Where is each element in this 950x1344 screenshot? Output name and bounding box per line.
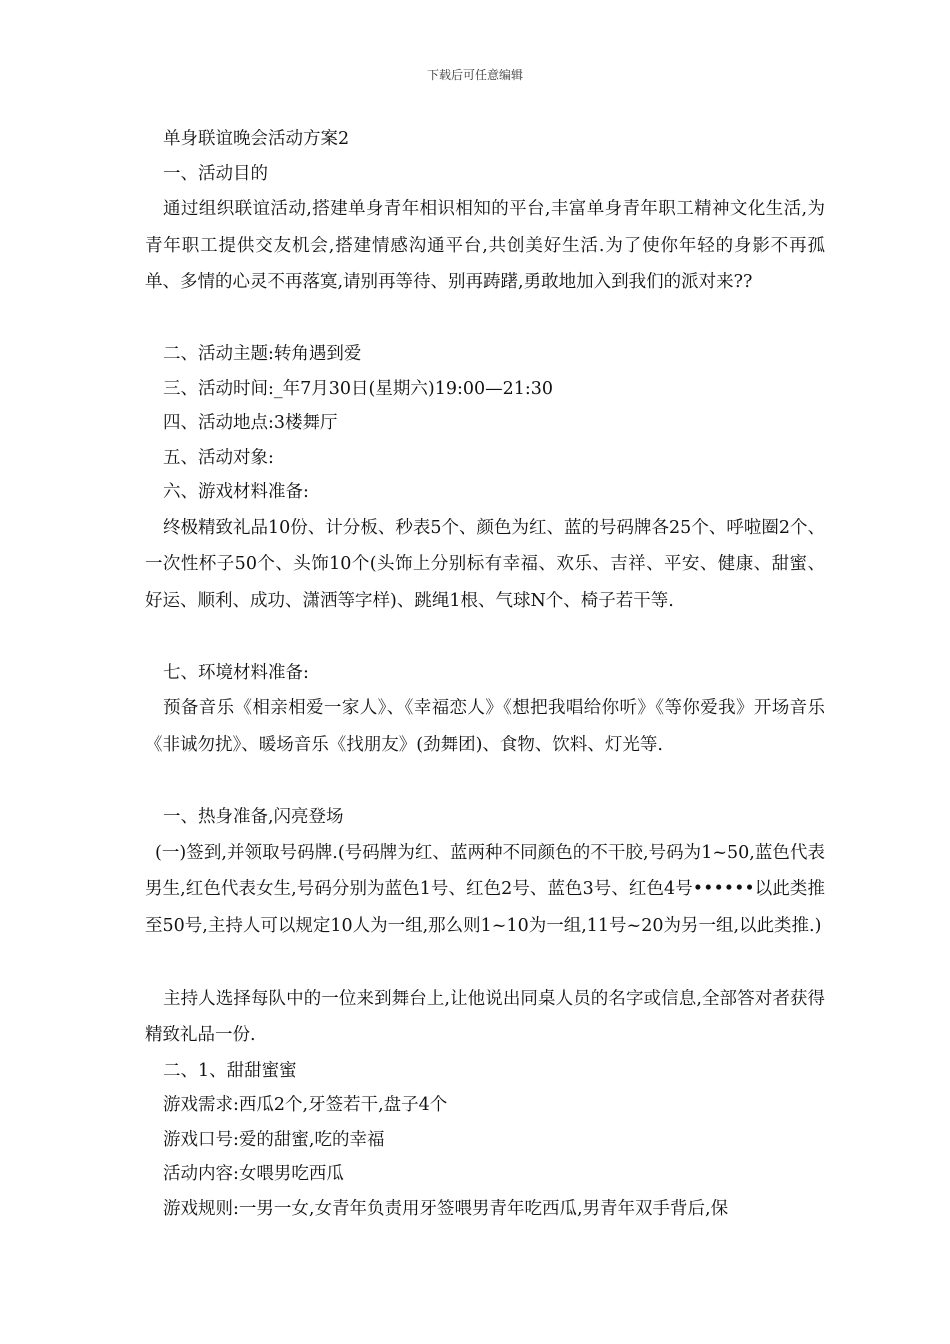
document-body xyxy=(145,122,825,1226)
paragraph xyxy=(145,981,825,1054)
paragraph xyxy=(145,191,825,337)
text-line: 游戏需求:西瓜2个,牙签若干,盘子4个 xyxy=(163,1095,448,1115)
paragraph-text: 通过组织联谊活动,搭建单身青年相识相知的平台,丰富单身青年职工精神文化生活,为青年职工提供交友机会,搭建情感沟通平台,共创美好生活.为了使你年轻的身影不再孤单、多情的心灵不再落寞,请别再等待、别再踌躇,勇敢地加入到我们的派对来?? xyxy=(145,199,825,292)
paragraph xyxy=(145,510,825,656)
section-heading: 二、活动主题:转角遇到爱 xyxy=(163,344,362,364)
paragraph xyxy=(145,690,825,800)
paragraph xyxy=(145,835,825,981)
paragraph-text: (一)签到,并领取号码牌.(号码牌为红、蓝两种不同颜色的不干胶,号码为1~50,蓝色代表男生,红色代表女生,号码分别为蓝色1号、红色2号、蓝色3号、红色4号••••••以此类推至50号,主持人可以规定10人为一组,那么则1~10为一组,11号~20为另一组,以此类推.) xyxy=(145,842,825,936)
section-heading: 六、游戏材料准备: xyxy=(163,482,309,502)
section-heading: 三、活动时间:_年7月30日(星期六)19:00—21:30 xyxy=(163,378,554,399)
section-heading: 五、活动对象: xyxy=(163,447,274,468)
paragraph-text: 主持人选择每队中的一位来到舞台上,让他说出同桌人员的名字或信息,全部答对者获得精致礼品一份. xyxy=(145,988,825,1045)
text-line: 游戏规则:一男一女,女青年负责用牙签喂男青年吃西瓜,男青年双手背后,保 xyxy=(163,1198,729,1219)
section-heading: 四、活动地点:3楼舞厅 xyxy=(163,413,338,433)
paragraph-text: 终极精致礼品10份、计分板、秒表5个、颜色为红、蓝的号码牌各25个、呼啦圈2个、一次性杯子50个、头饰10个(头饰上分别标有幸福、欢乐、吉祥、平安、健康、甜蜜、好运、顺利、成功、潇洒等字样)、跳绳1根、气球N个、椅子若干等. xyxy=(145,517,825,611)
section-heading: 七、环境材料准备: xyxy=(163,662,309,683)
text-line: 活动内容:女喂男吃西瓜 xyxy=(163,1164,344,1184)
text-line: 游戏口号:爱的甜蜜,吃的幸福 xyxy=(163,1129,385,1150)
section-heading: 一、热身准备,闪亮登场 xyxy=(163,807,344,827)
paragraph-text: 预备音乐《相亲相爱一家人》、《幸福恋人》《想把我唱给你听》《等你爱我》开场音乐《非诚勿扰》、暖场音乐《找朋友》(劲舞团)、食物、饮料、灯光等. xyxy=(145,698,825,755)
doc-title: 单身联谊晚会活动方案2 xyxy=(163,129,350,149)
section-heading: 二、1、甜甜蜜蜜 xyxy=(163,1060,297,1081)
page-header: 下载后可任意编辑 xyxy=(426,68,523,82)
section-heading: 一、活动目的 xyxy=(163,163,268,184)
